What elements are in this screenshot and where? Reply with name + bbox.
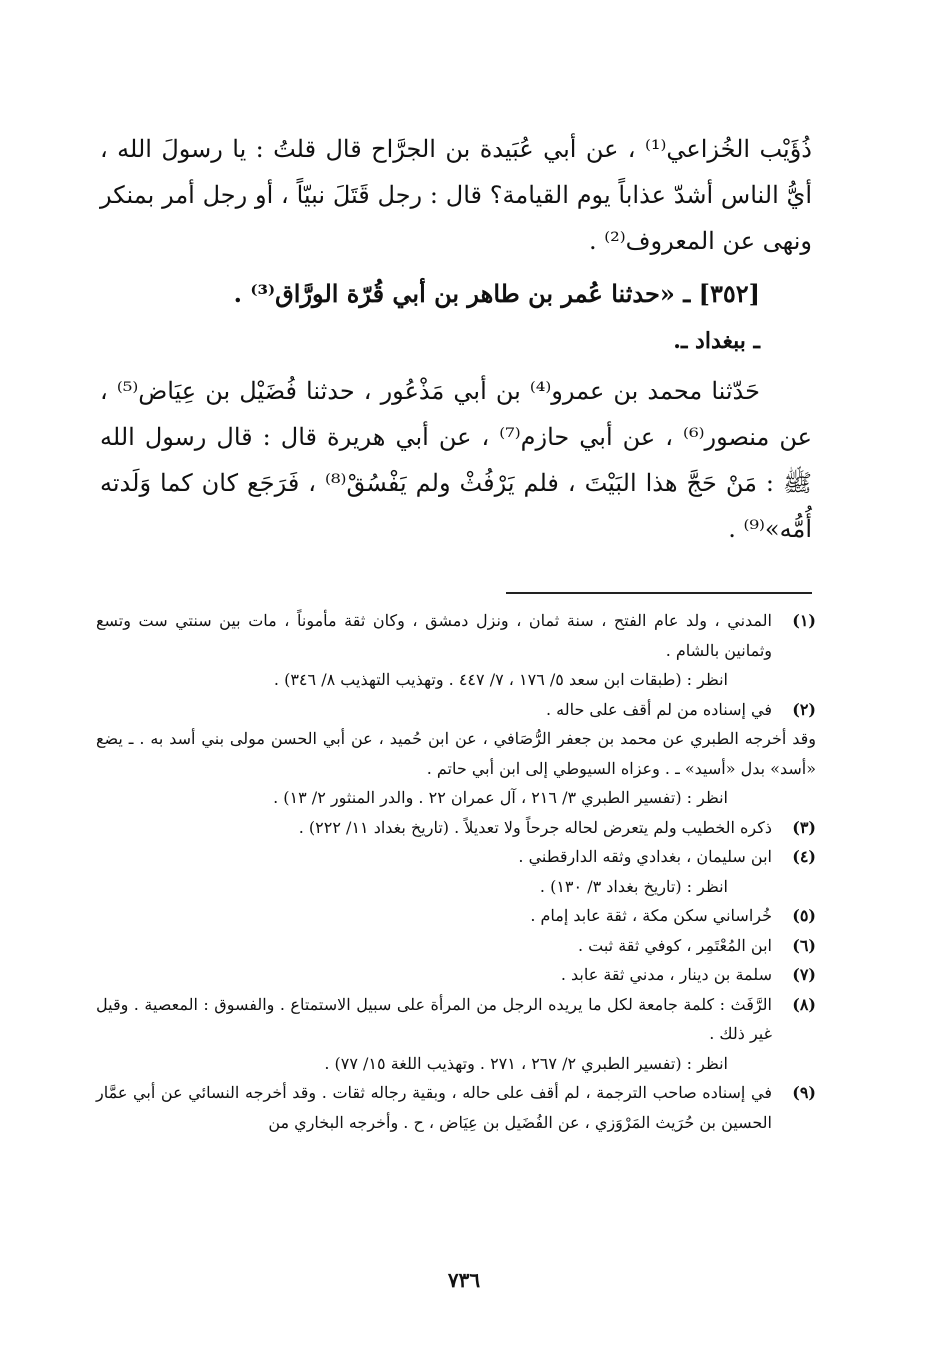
footnote-reference: انظر : (تاريخ بغداد ٣/ ١٣٠) .	[539, 876, 728, 896]
footnote-1	[96, 606, 816, 695]
page-number: ٧٣٦	[447, 1268, 481, 1292]
footnote-3	[96, 813, 816, 843]
footnote-2	[96, 695, 816, 813]
footnote-4	[96, 842, 816, 901]
footnote-text: ابن سليمان ، بغدادي وثقه الدارقطني .	[518, 847, 772, 866]
footnote-number: (٣)	[792, 817, 816, 837]
footnote-reference: انظر : (تفسير الطبري ٣/ ٢١٦ ، آل عمران ٢٢ . والدر المنثور ٢/ ١٣) .	[273, 788, 728, 807]
footnote-reference: انظر : (طبقات ابن سعد ٥/ ١٧٦ ، ٧/ ٤٤٧ . وتهذيب التهذيب ٨/ ٣٤٦) .	[273, 670, 728, 689]
footnote-text: خُراساني سكن مكة ، ثقة عابد إمام .	[530, 906, 772, 925]
footnote-reference: انظر : (تفسير الطبري ٢/ ٢٦٧ ، ٢٧١ . وتهذيب اللغة ١٥/ ٧٧) .	[324, 1053, 728, 1073]
footnote-text: المدني ، ولد عام الفتح ، سنة ثمان ، ونزل دمشق ، وكان ثقة مأموناً ، مات بين سنتي ست وتسع وثمانين بالشام .	[96, 611, 773, 660]
place-line: ـ ببغداد ـ.	[673, 328, 760, 354]
hadith-paragraph: حَدّثنا محمد بن عمرو⁽⁴⁾ بن أبي مَذْعُور ، حدثنا فُضَيْل بن عِيَاض⁽⁵⁾ ، عن منصور⁽⁶⁾ ، عن أبي حازم⁽⁷⁾ ، عن أبي هريرة قال : قال رسول الله ﷺ : مَنْ حَجَّ هذا البَيْتَ ، فلم يَرْفُثْ ولم يَفْسُقْ⁽⁸⁾ ، فَرَجَع كان كما وَلَدته أُمُّه»⁽⁹⁾ .	[100, 377, 812, 543]
footnote-8	[96, 990, 816, 1079]
footnote-text: في إسناده صاحب الترجمة ، لم أقف على حاله ، وبقية رجاله ثقات . وقد أخرجه النسائي عن أبي عمَّار الحسين بن حُرَيث المَرْوَزي ، عن الفُضَيل بن عِيَاض ، ح . وأخرجه البخاري من	[96, 1083, 772, 1132]
hadith-heading: [٣٥٢] ـ «حدثنا عُمر بن طاهر بن أبي قُرّة الورَّاق⁽³⁾ .	[233, 279, 760, 308]
footnote-number: (٨)	[792, 994, 816, 1014]
footnote-number: (٦)	[792, 935, 816, 955]
footnote-text: ابن المُعْتَمِر ، كوفي ثقة ثبت .	[577, 935, 772, 955]
footnotes	[96, 606, 816, 1137]
narration-paragraph: ذُؤَيْب الخُزاعي⁽¹⁾ ، عن أبي عُبَيدة بن الجرَّاح قال قلتُ : يا رسولَ الله ، أيُّ الناس أشدّ عذاباً يوم القيامة؟ قال : رجل قَتَلَ نبيّاً ، أو رجل أمر بمنكر ونهى عن المعروف⁽²⁾ .	[100, 135, 812, 255]
footnote-5	[96, 901, 816, 931]
footnote-text: ذكره الخطيب ولم يتعرض لحاله جرحاً ولا تعديلاً . (تاريخ بغداد ١١/ ٢٢٢) .	[298, 817, 772, 837]
footnote-number: (١)	[792, 611, 816, 630]
footnote-text: الرَّفَث : كلمة جامعة لكل ما يريده الرجل من المرأة على سبيل الاستمتاع . والفسوق : المعصية . وقيل غير ذلك .	[96, 994, 772, 1043]
footnote-number: (٢)	[792, 699, 816, 719]
footnote-divider	[506, 592, 812, 594]
footnote-number: (٤)	[792, 847, 816, 866]
footnote-number: (٥)	[792, 906, 816, 925]
footnote-number: (٩)	[792, 1083, 816, 1102]
footnote-9	[96, 1078, 816, 1137]
footnote-continuation: وقد أخرجه الطبري عن محمد بن جعفر الرُّصَافي ، عن ابن حُميد ، عن أبي الحسن مولى بني أسد به . ـ يضع «أسد» بدل «أسيد» ـ . وعزاه السيوطي إلى ابن أبي حاتم .	[96, 729, 817, 778]
footnote-7	[96, 960, 816, 990]
footnote-6	[96, 931, 816, 961]
footnote-number: (٧)	[792, 965, 816, 984]
main-text	[100, 126, 812, 552]
footnote-text: سلمة بن دينار ، مدني ثقة عابد .	[560, 965, 772, 984]
footnote-text: في إسناده من لم أقف على حاله .	[545, 699, 772, 719]
